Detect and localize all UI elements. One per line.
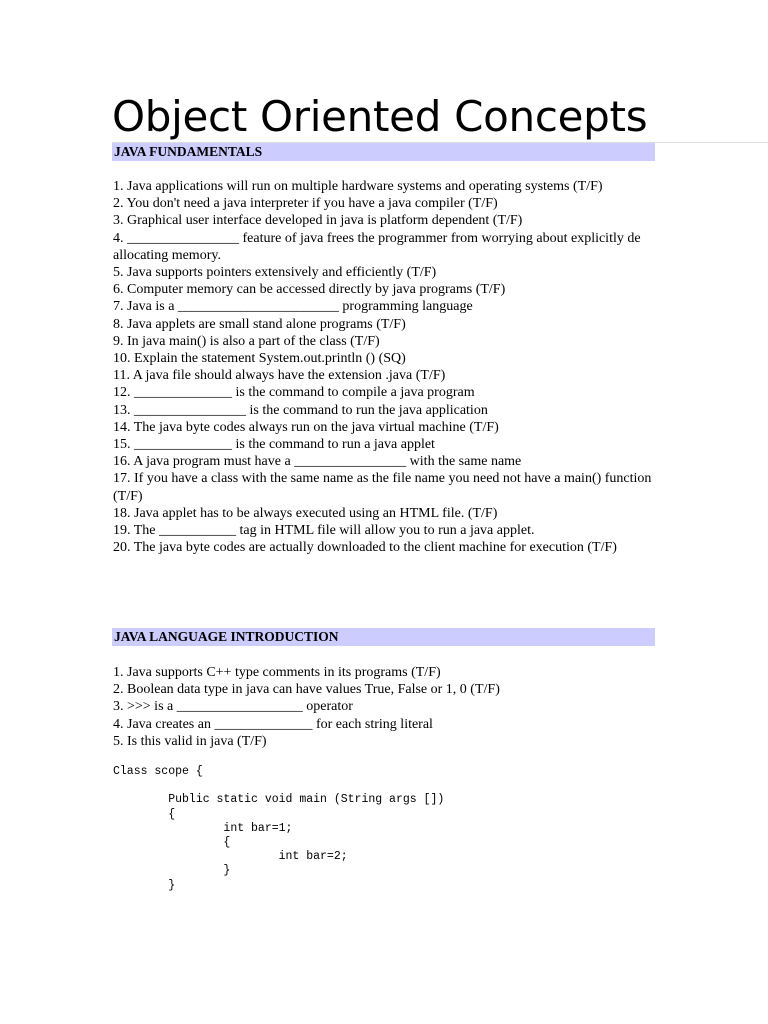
question-item: 14. The java byte codes always run on the java virtual machine (T/F) — [113, 419, 499, 435]
question-item: 19. The ___________ tag in HTML file will allow you to run a java applet. — [113, 523, 535, 539]
question-item: 3. >>> is a __________________ operator — [113, 699, 353, 715]
question-item: 6. Computer memory can be accessed directly by java programs (T/F) — [113, 282, 506, 298]
question-item: 9. In java main() is also a part of the class (T/F) — [113, 333, 380, 349]
question-item: 20. The java byte codes are actually downloaded to the client machine for execution (T/F) — [113, 540, 617, 556]
code-line: } — [113, 878, 176, 892]
code-line: { — [113, 807, 176, 821]
question-item: 12. ______________ is the command to compile a java program — [113, 385, 475, 401]
question-item: 4. Java creates an ______________ for each string literal — [113, 716, 433, 732]
question-item: 13. ________________ is the command to run the java application — [113, 402, 488, 418]
question-item: 5. Is this valid in java (T/F) — [113, 733, 267, 749]
question-item: 8. Java applets are small stand alone programs (T/F) — [113, 316, 406, 332]
code-line: int bar=2; — [113, 850, 348, 864]
question-list-java-fundamentals — [113, 178, 658, 556]
question-item: 1. Java supports C++ type comments in its programs (T/F) — [113, 665, 441, 680]
question-item: 2. Boolean data type in java can have values True, False or 1, 0 (T/F) — [113, 682, 500, 698]
question-item: 10. Explain the statement System.out.println () (SQ) — [113, 351, 406, 367]
question-item: 1. Java applications will run on multiple hardware systems and operating systems (T/F) — [113, 179, 603, 194]
question-item: 16. A java program must have a ________________ with the same name — [113, 454, 522, 470]
question-item: 7. Java is a _______________________ programming language — [113, 299, 473, 315]
question-item: 3. Graphical user interface developed in java is platform dependent (T/F) — [113, 213, 523, 229]
question-item: 4. ________________ feature of java frees the programmer from worrying about explicitly de allocating memory. — [113, 230, 641, 263]
question-list-java-language-introduction — [113, 664, 658, 750]
question-item: 18. Java applet has to be always executed using an HTML file. (T/F) — [113, 505, 498, 521]
code-line: Public static void main (String args []) — [113, 793, 445, 807]
question-item: 15. ______________ is the command to run a java applet — [113, 437, 435, 453]
code-snippet — [113, 765, 444, 893]
code-line: } — [113, 864, 231, 878]
code-line: int bar=1; — [113, 821, 293, 835]
code-line: Class scope { — [113, 765, 203, 778]
section-heading-java-language-introduction: JAVA LANGUAGE INTRODUCTION — [112, 628, 655, 646]
section-heading-java-fundamentals: JAVA FUNDAMENTALS — [112, 143, 655, 161]
question-item: 11. A java file should always have the extension .java (T/F) — [113, 368, 446, 384]
code-line: { — [113, 836, 231, 850]
question-item: 2. You don't need a java interpreter if you have a java compiler (T/F) — [113, 196, 498, 212]
question-item: 17. If you have a class with the same name as the file name you need not have a main() function (T/F) — [113, 471, 652, 504]
question-item: 5. Java supports pointers extensively and efficiently (T/F) — [113, 265, 437, 281]
page-title: Object Oriented Concepts — [112, 92, 648, 141]
